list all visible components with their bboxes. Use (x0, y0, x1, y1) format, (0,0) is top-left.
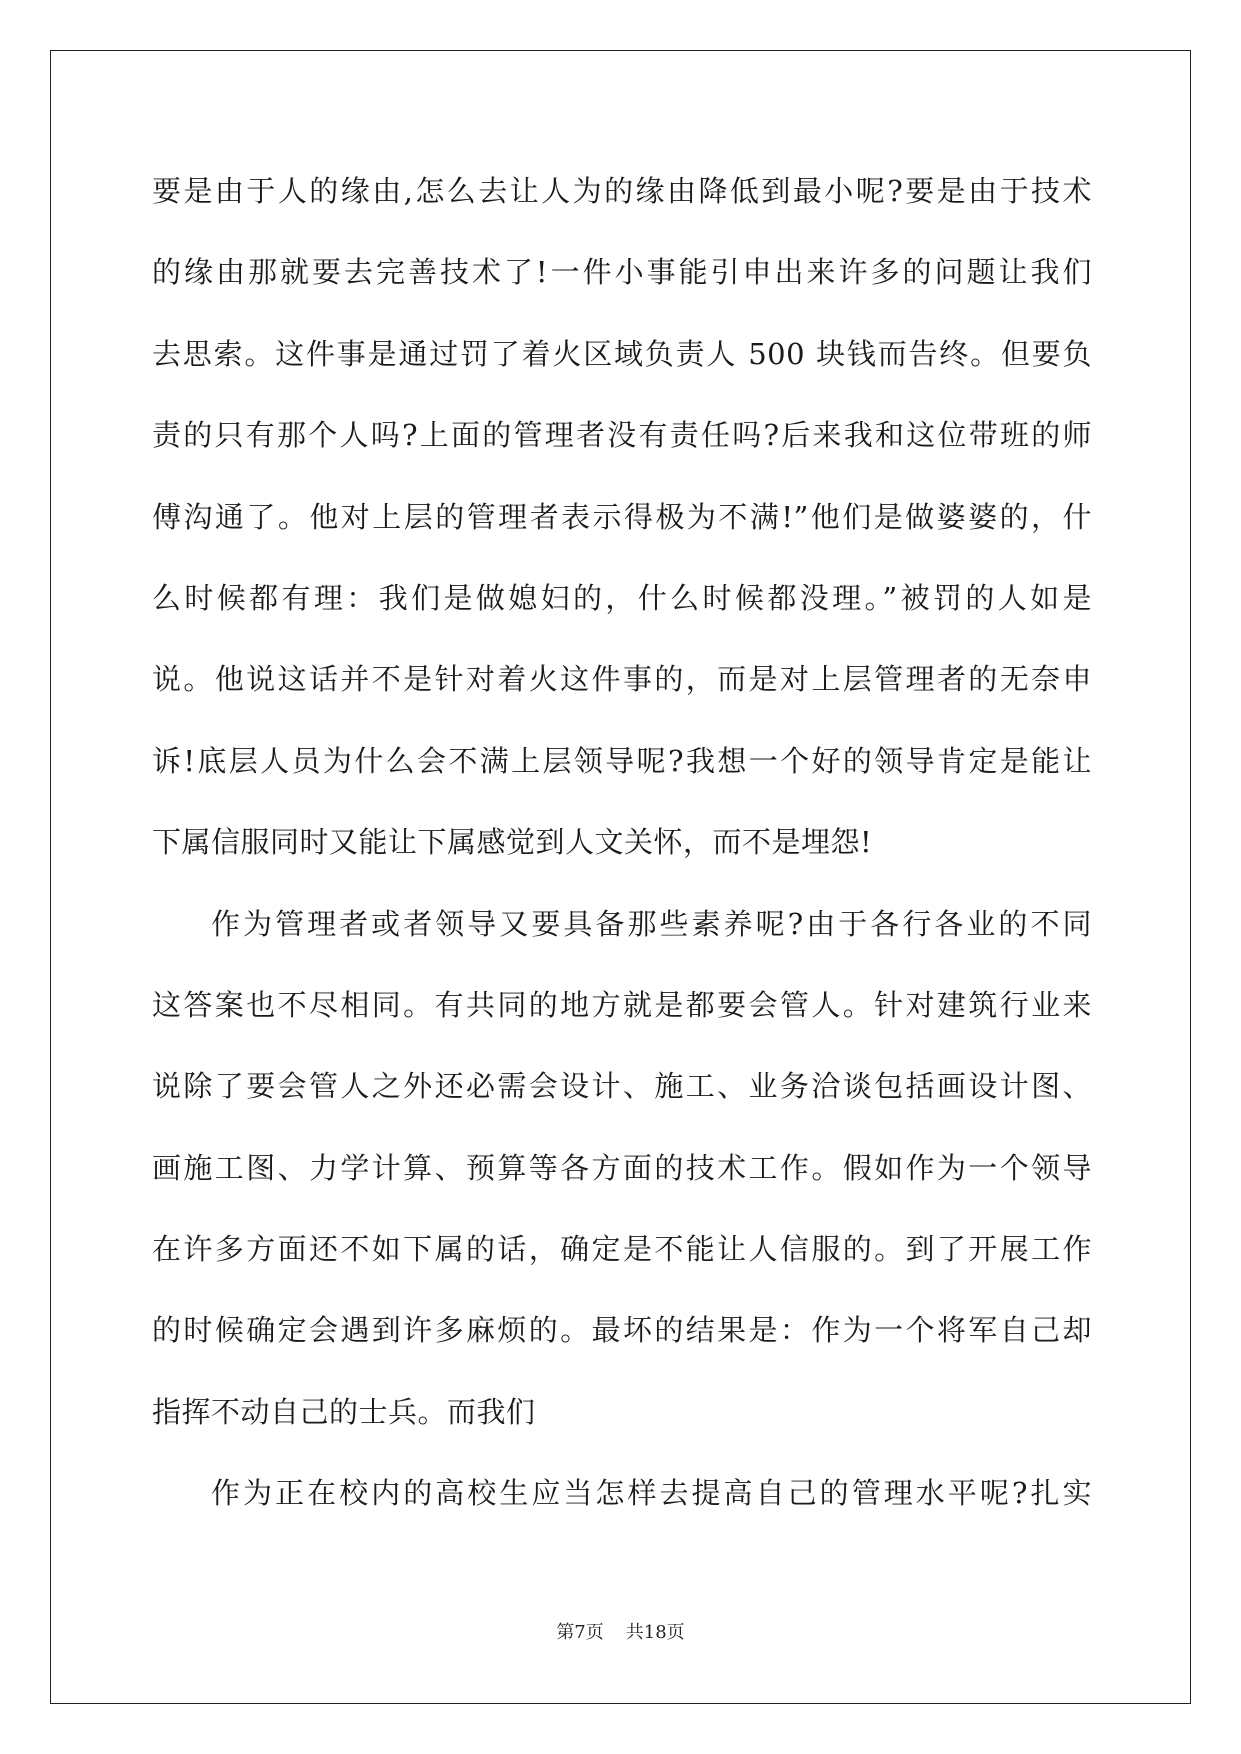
text-line: 说。他说这话并不是针对着火这件事的，而是对上层管理者的无奈申 (152, 662, 1092, 697)
document-body (152, 163, 1092, 1547)
paragraph-start-line: 作为正在校内的高校生应当怎样去提高自己的管理水平呢?扎实 (211, 1476, 1092, 1511)
text-line: 这答案也不尽相同。有共同的地方就是都要会管人。针对建筑行业来 (152, 987, 1092, 1022)
text-line: 要是由于人的缘由,怎么去让人为的缘由降低到最小呢?要是由于技术 (152, 174, 1092, 208)
text-line: 么时候都有理：我们是做媳妇的，什么时候都没理。”被罚的人如是 (152, 580, 1092, 615)
text-line: 说除了要会管人之外还必需会设计、施工、业务洽谈包括画设计图、 (152, 1069, 1092, 1104)
text-line: 责的只有那个人吗?上面的管理者没有责任吗?后来我和这位带班的师 (152, 418, 1092, 453)
text-line: 画施工图、力学计算、预算等各方面的技术工作。假如作为一个领导 (152, 1150, 1092, 1185)
total-pages: 共18页 (625, 1622, 685, 1643)
text-line: 诉!底层人员为什么会不满上层领导呢?我想一个好的领导肯定是能让 (152, 743, 1092, 778)
text-line: 傅沟通了。他对上层的管理者表示得极为不满!”他们是做婆婆的，什 (152, 499, 1092, 534)
text-line: 下属信服同时又能让下属感觉到人文关怀，而不是埋怨! (152, 825, 873, 860)
page-footer (0, 1618, 1241, 1644)
paragraph-start-line: 作为管理者或者领导又要具备那些素养呢?由于各行各业的不同 (211, 906, 1092, 941)
text-line: 的时候确定会遇到许多麻烦的。最坏的结果是：作为一个将军自己却 (152, 1313, 1092, 1348)
text-line: 指挥不动自己的士兵。而我们 (152, 1394, 536, 1429)
text-line: 的缘由那就要去完善技术了!一件小事能引申出来许多的问题让我们 (152, 255, 1092, 290)
text-line: 在许多方面还不如下属的话，确定是不能让人信服的。到了开展工作 (152, 1232, 1092, 1267)
text-line: 去思索。这件事是通过罚了着火区域负责人 500 块钱而告终。但要负 (152, 336, 1092, 371)
page-number: 第7页 (556, 1622, 604, 1643)
